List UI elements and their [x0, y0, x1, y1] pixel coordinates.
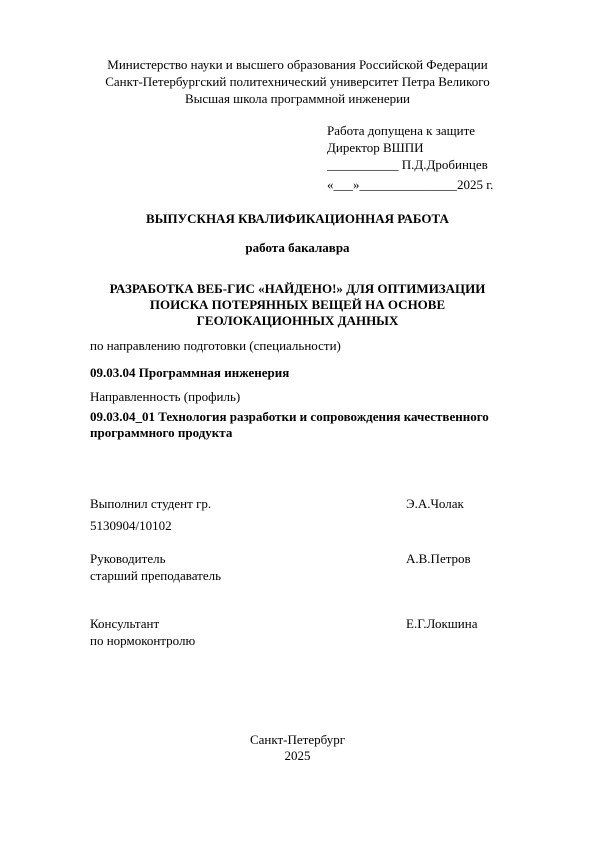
profile-label: Направленность (профиль)	[90, 389, 241, 404]
supervisor-label: Руководитель	[90, 551, 166, 566]
consultant-name: Е.Г.Локшина	[406, 616, 478, 631]
direction-value: 09.03.04 Программная инженерия	[90, 365, 290, 380]
student-name: Э.А.Чолак	[406, 496, 464, 511]
ministry-line: Министерство науки и высшего образования Российской Федерации	[107, 57, 488, 72]
thesis-title-line-1: РАЗРАБОТКА ВЕБ-ГИС «НАЙДЕНО!» ДЛЯ ОПТИМИЗАЦИИ	[109, 281, 486, 296]
school-line: Высшая школа программной инженерии	[185, 91, 410, 106]
thesis-title-line-3: ГЕОЛОКАЦИОННЫХ ДАННЫХ	[196, 313, 399, 328]
work-subtype: работа бакалавра	[245, 240, 350, 255]
director-line: Директор ВШПИ	[327, 140, 424, 155]
approval-line: Работа допущена к защите	[327, 123, 476, 138]
consultant-position: по нормоконтролю	[90, 633, 196, 648]
footer-year: 2025	[284, 748, 311, 763]
profile-value-line-1: 09.03.04_01 Технология разработки и сопровождения качественного	[90, 409, 489, 424]
profile-value-line-2: программного продукта	[90, 425, 233, 440]
work-type: ВЫПУСКНАЯ КВАЛИФИКАЦИОННАЯ РАБОТА	[146, 211, 449, 226]
consultant-label: Консультант	[90, 616, 160, 631]
student-group: 5130904/10102	[90, 518, 172, 533]
footer-city: Санкт-Петербург	[249, 732, 346, 747]
director-signature-line: ___________ П.Д.Дробинцев	[327, 157, 488, 172]
student-label: Выполнил студент гр.	[90, 496, 212, 511]
direction-label: по направлению подготовки (специальности)	[90, 338, 341, 353]
supervisor-name: А.В.Петров	[406, 551, 471, 566]
university-line: Санкт-Петербургский политехнический университет Петра Великого	[105, 74, 490, 89]
approval-date-line: «___»_______________2025 г.	[327, 177, 494, 192]
supervisor-position: старший преподаватель	[90, 568, 222, 583]
thesis-title-line-2: ПОИСКА ПОТЕРЯННЫХ ВЕЩЕЙ НА ОСНОВЕ	[149, 297, 446, 312]
